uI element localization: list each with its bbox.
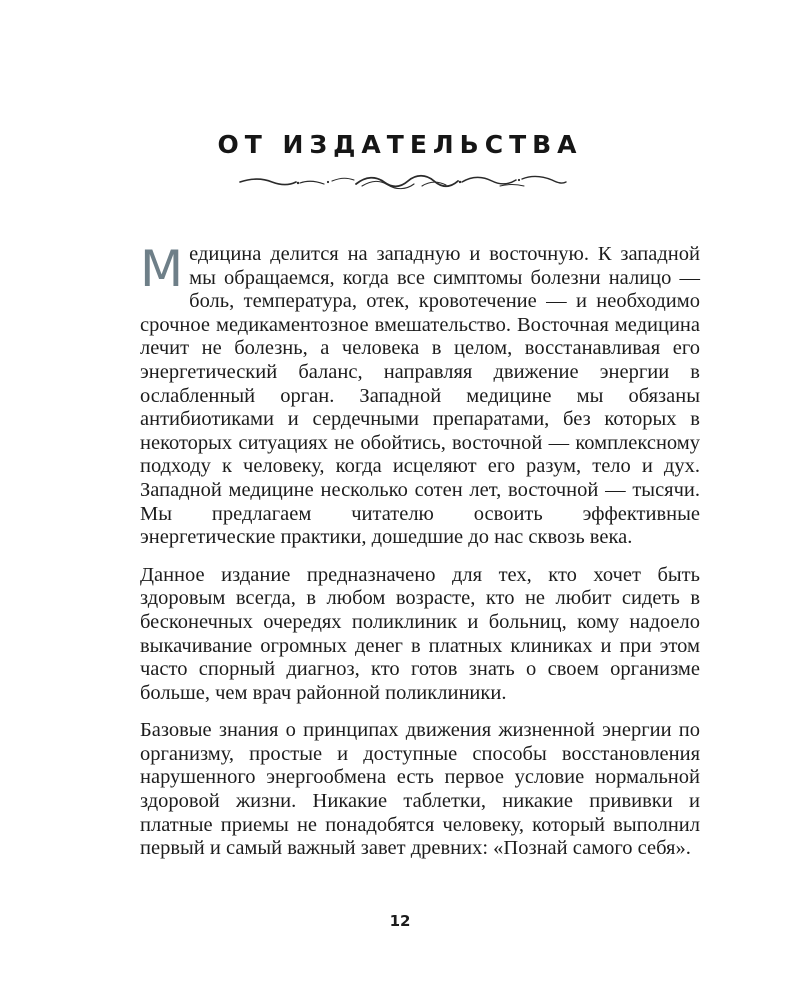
body-text [140,240,700,875]
wave-divider-ornament [238,168,568,194]
paragraph [140,240,700,550]
paragraph: Данное издание предназначено для тех, кто хочет быть здоровым всегда, в любом возрасте, кто не любит сидеть в бесконечных очередях поликлиник и больниц, кому надоело выкачивание огромных денег в платных клиниках и при этом часто спорный диагноз, кто готов знать о своем организме больше, чем врач районной поликлиники. [140,563,700,704]
drop-cap: М [140,240,184,298]
paragraph: Базовые знания о принципах движения жизненной энергии по организму, простые и доступные способы восстановления нарушенного энергообмена есть первое условие нормальной здоровой жизни. Никакие таблетки, никакие прививки и платные приемы не понадобятся человеку, который выполнил первый и самый важный завет древних: «Познай самого себя». [140,719,700,860]
page-title: ОТ ИЗДАТЕЛЬСТВА [217,130,583,159]
paragraph-text: едицина делится на западную и восточную. К западной мы обращаемся, когда все симптомы болезни налицо — боль, температура, отек, кровотечение — и необходимо срочное медикаментозное вмешательство. Восточная медицина лечит не болезнь, а человека в целом, восстанавливая его энергетический баланс, направляя движение энергии в ослабленный орган. Западной медицине мы обязаны антибиотиками и сердечными препаратами, без которых в некоторых ситуациях не обойтись, восточной — комплексному подходу к человеку, когда исцеляют его разум, тело и дух. Западной медицине несколько сотен лет, восточной — тысячи. Мы предлагаем читателю освоить эффективные энергетические практики, дошедшие до нас сквозь века. [140,243,700,549]
page-number: 12 [389,912,411,930]
